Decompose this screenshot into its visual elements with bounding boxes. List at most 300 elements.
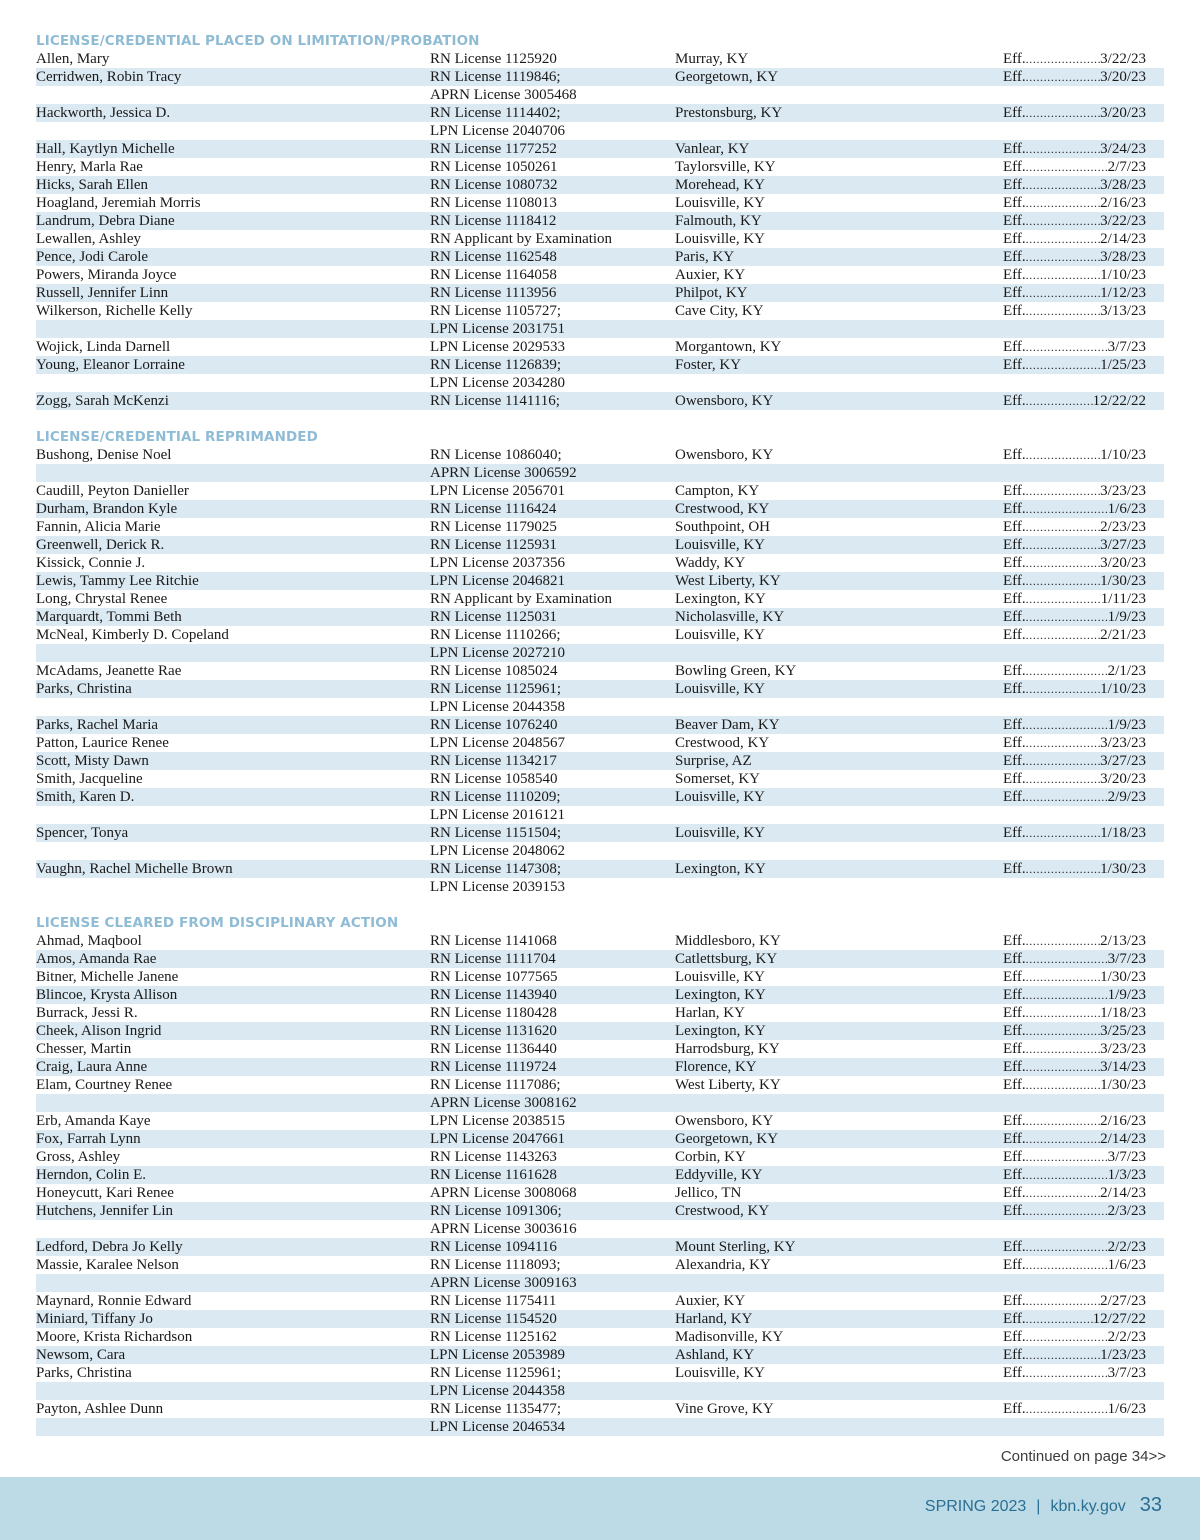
effective-date-cell: [1003, 770, 1146, 788]
effective-date-cell: [1003, 1004, 1146, 1022]
effective-date-cell: [1003, 518, 1146, 536]
dot-leader: [1026, 1148, 1108, 1166]
dot-leader: [1026, 662, 1108, 680]
effective-date-cell: [1003, 572, 1146, 590]
effective-date-cell: [1003, 86, 1146, 104]
license-number: RN License 1164058: [430, 267, 557, 283]
effective-date-cell: [1003, 140, 1146, 158]
licensee-city: [675, 464, 1003, 482]
licensee-city: Eddyville, KY: [675, 1167, 763, 1183]
effective-date-cell: [1003, 788, 1146, 806]
table-row: [36, 950, 1164, 968]
dot-leader: [1026, 1004, 1101, 1022]
effective-label: Eff.: [1003, 1167, 1026, 1183]
effective-label: Eff.: [1003, 447, 1026, 463]
licensee-name: Hicks, Sarah Ellen: [36, 177, 149, 193]
table-row: [36, 1292, 1164, 1310]
effective-date-cell: [1003, 1184, 1146, 1202]
licensee-name: Caudill, Peyton Danieller: [36, 483, 189, 499]
effective-date: 2/14/23: [1100, 231, 1146, 247]
effective-label: Eff.: [1003, 1329, 1026, 1345]
licensee-city: Georgetown, KY: [675, 69, 779, 85]
licensee-name: [36, 842, 430, 860]
license-number: LPN License 2037356: [430, 555, 565, 571]
dot-leader: [1026, 500, 1108, 518]
dot-leader: [1026, 1130, 1101, 1148]
license-number: APRN License 3008162: [430, 1095, 577, 1111]
effective-label: Eff.: [1003, 825, 1026, 841]
effective-date-cell: [1003, 842, 1146, 860]
table-row: [36, 788, 1164, 806]
effective-date: 3/22/23: [1100, 213, 1146, 229]
license-number: RN License 1117086;: [430, 1077, 561, 1093]
table-row: [36, 644, 1164, 662]
table-row: [36, 500, 1164, 518]
license-number: APRN License 3008068: [430, 1185, 577, 1201]
section-title: LICENSE/CREDENTIAL REPRIMANDED: [36, 429, 318, 445]
dot-leader: [1026, 140, 1101, 158]
dot-leader: [1026, 1310, 1093, 1328]
license-number: RN License 1113956: [430, 285, 557, 301]
effective-label: Eff.: [1003, 267, 1026, 283]
section-title: LICENSE CLEARED FROM DISCIPLINARY ACTION: [36, 915, 399, 931]
licensee-city: [675, 122, 1003, 140]
effective-date: 3/14/23: [1100, 1059, 1146, 1075]
effective-label: Eff.: [1003, 573, 1026, 589]
license-number: RN License 1080732: [430, 177, 558, 193]
effective-date-cell: [1003, 122, 1146, 140]
licensee-name: Kissick, Connie J.: [36, 555, 146, 571]
licensee-name: Wojick, Linda Darnell: [36, 339, 171, 355]
effective-label: Eff.: [1003, 861, 1026, 877]
effective-label: Eff.: [1003, 609, 1026, 625]
continued-note: Continued on page 34>>: [1000, 1448, 1166, 1465]
effective-date-cell: [1003, 1148, 1146, 1166]
effective-date-cell: [1003, 194, 1146, 212]
effective-label: Eff.: [1003, 339, 1026, 355]
licensee-name: [36, 698, 430, 716]
effective-date-cell: [1003, 1058, 1146, 1076]
licensee-city: Somerset, KY: [675, 771, 760, 787]
licensee-name: Chesser, Martin: [36, 1041, 132, 1057]
licensee-name: Ledford, Debra Jo Kelly: [36, 1239, 183, 1255]
effective-date: 3/23/23: [1100, 483, 1146, 499]
license-number: LPN License 2047661: [430, 1131, 565, 1147]
section-spacer: [36, 410, 1164, 428]
licensee-city: [675, 1220, 1003, 1238]
effective-date: 2/2/23: [1107, 1239, 1146, 1255]
license-number: RN License 1125920: [430, 51, 557, 67]
table-row: [36, 1148, 1164, 1166]
effective-date: 1/6/23: [1107, 501, 1146, 517]
dot-leader: [1026, 680, 1101, 698]
dot-leader: [1026, 572, 1101, 590]
effective-date-cell: [1003, 284, 1146, 302]
licensee-name: Moore, Krista Richardson: [36, 1329, 193, 1345]
licensee-city: Louisville, KY: [675, 969, 765, 985]
license-number: RN License 1119846;: [430, 69, 561, 85]
licensee-city: Auxier, KY: [675, 1293, 746, 1309]
licensee-name: Bitner, Michelle Janene: [36, 969, 179, 985]
table-row: [36, 1094, 1164, 1112]
table-row: [36, 68, 1164, 86]
table-row: [36, 284, 1164, 302]
licensee-name: McAdams, Jeanette Rae: [36, 663, 182, 679]
licensee-name: [36, 1094, 430, 1112]
effective-date: 1/23/23: [1100, 1347, 1146, 1363]
licensee-name: Ahmad, Maqbool: [36, 933, 142, 949]
licensee-city: Mount Sterling, KY: [675, 1239, 796, 1255]
dot-leader: [1026, 1292, 1101, 1310]
licensee-name: Fannin, Alicia Marie: [36, 519, 161, 535]
licensee-name: Smith, Jacqueline: [36, 771, 143, 787]
table-row: [36, 770, 1164, 788]
effective-date: 3/7/23: [1107, 339, 1146, 355]
licensee-name: Fox, Farrah Lynn: [36, 1131, 141, 1147]
table-row: [36, 1238, 1164, 1256]
license-number: RN License 1179025: [430, 519, 557, 535]
licensee-name: Honeycutt, Kari Renee: [36, 1185, 174, 1201]
license-number: RN License 1141116;: [430, 393, 560, 409]
license-number: RN License 1175411: [430, 1293, 557, 1309]
footer-site-link[interactable]: kbn.ky.gov: [1050, 1498, 1126, 1515]
licensee-name: Henry, Marla Rae: [36, 159, 143, 175]
licensee-city: Murray, KY: [675, 51, 749, 67]
effective-date: 1/9/23: [1107, 717, 1146, 733]
table-row: [36, 1112, 1164, 1130]
table-row: [36, 374, 1164, 392]
effective-label: Eff.: [1003, 303, 1026, 319]
table-row: [36, 338, 1164, 356]
table-row: [36, 446, 1164, 464]
licensee-city: [675, 86, 1003, 104]
effective-date-cell: [1003, 392, 1146, 410]
licensee-name: [36, 464, 430, 482]
license-number: RN Applicant by Examination: [430, 231, 613, 247]
dot-leader: [1026, 770, 1101, 788]
table-row: [36, 968, 1164, 986]
license-number: RN License 1141068: [430, 933, 557, 949]
licensee-city: Middlesboro, KY: [675, 933, 781, 949]
dot-leader: [1026, 104, 1101, 122]
licensee-city: Falmouth, KY: [675, 213, 762, 229]
effective-label: Eff.: [1003, 1311, 1026, 1327]
effective-date-cell: [1003, 1238, 1146, 1256]
effective-label: Eff.: [1003, 663, 1026, 679]
effective-label: Eff.: [1003, 735, 1026, 751]
effective-date-cell: [1003, 1166, 1146, 1184]
dot-leader: [1026, 1238, 1108, 1256]
dot-leader: [1026, 626, 1101, 644]
effective-date: 3/22/23: [1100, 51, 1146, 67]
effective-date: 1/30/23: [1100, 861, 1146, 877]
effective-label: Eff.: [1003, 249, 1026, 265]
table-row: [36, 320, 1164, 338]
licensee-city: Paris, KY: [675, 249, 735, 265]
effective-label: Eff.: [1003, 771, 1026, 787]
licensee-name: [36, 320, 430, 338]
table-row: [36, 1382, 1164, 1400]
effective-date: 1/3/23: [1107, 1167, 1146, 1183]
licensee-name: Greenwell, Derick R.: [36, 537, 165, 553]
effective-label: Eff.: [1003, 1347, 1026, 1363]
effective-label: Eff.: [1003, 717, 1026, 733]
effective-label: Eff.: [1003, 69, 1026, 85]
effective-label: Eff.: [1003, 1293, 1026, 1309]
effective-date-cell: [1003, 320, 1146, 338]
effective-label: Eff.: [1003, 951, 1026, 967]
effective-label: Eff.: [1003, 753, 1026, 769]
license-number: RN License 1177252: [430, 141, 557, 157]
table-row: [36, 104, 1164, 122]
licensee-city: [675, 878, 1003, 896]
licensee-name: Patton, Laurice Renee: [36, 735, 169, 751]
effective-date: 3/20/23: [1100, 105, 1146, 121]
table-row: [36, 86, 1164, 104]
license-number: RN License 1108013: [430, 195, 557, 211]
licensee-city: Harland, KY: [675, 1311, 753, 1327]
table-row: [36, 1220, 1164, 1238]
effective-date-cell: [1003, 302, 1146, 320]
license-number: RN License 1131620: [430, 1023, 557, 1039]
license-number: LPN License 2038515: [430, 1113, 565, 1129]
licensee-name: Parks, Christina: [36, 1365, 132, 1381]
licensee-city: Louisville, KY: [675, 537, 765, 553]
licensee-name: Lewis, Tammy Lee Ritchie: [36, 573, 199, 589]
licensee-name: Pence, Jodi Carole: [36, 249, 149, 265]
licensee-name: Massie, Karalee Nelson: [36, 1257, 179, 1273]
dot-leader: [1026, 1202, 1108, 1220]
licensee-name: Smith, Karen D.: [36, 789, 135, 805]
licensee-city: Corbin, KY: [675, 1149, 746, 1165]
effective-date: 1/6/23: [1107, 1401, 1146, 1417]
license-number: RN License 1161628: [430, 1167, 557, 1183]
licensee-name: Hall, Kaytlyn Michelle: [36, 141, 175, 157]
license-number: RN License 1125031: [430, 609, 557, 625]
licensee-city: West Liberty, KY: [675, 573, 781, 589]
dot-leader: [1026, 932, 1101, 950]
licensee-city: [675, 1418, 1003, 1436]
table-row: [36, 212, 1164, 230]
effective-date: 1/18/23: [1100, 1005, 1146, 1021]
effective-date-cell: [1003, 230, 1146, 248]
effective-date: 1/30/23: [1100, 1077, 1146, 1093]
effective-label: Eff.: [1003, 1365, 1026, 1381]
license-number: RN License 1050261: [430, 159, 558, 175]
licensee-city: Morehead, KY: [675, 177, 765, 193]
effective-label: Eff.: [1003, 357, 1026, 373]
effective-date-cell: [1003, 644, 1146, 662]
effective-date: 2/21/23: [1100, 627, 1146, 643]
license-number: RN License 1110209;: [430, 789, 561, 805]
effective-date-cell: [1003, 824, 1146, 842]
table-row: [36, 1400, 1164, 1418]
table-row: [36, 752, 1164, 770]
license-number: RN License 1143940: [430, 987, 557, 1003]
effective-date: 3/7/23: [1107, 951, 1146, 967]
effective-date: 3/28/23: [1100, 177, 1146, 193]
dot-leader: [1026, 824, 1101, 842]
licensee-city: Lexington, KY: [675, 1023, 766, 1039]
licensee-city: [675, 1274, 1003, 1292]
dot-leader: [1026, 194, 1101, 212]
licensee-city: Louisville, KY: [675, 627, 765, 643]
effective-date: 1/30/23: [1100, 969, 1146, 985]
license-number: LPN License 2040706: [430, 123, 565, 139]
effective-date-cell: [1003, 806, 1146, 824]
effective-date: 3/7/23: [1107, 1365, 1146, 1381]
effective-date-cell: [1003, 446, 1146, 464]
license-number: APRN License 3003616: [430, 1221, 577, 1237]
effective-date: 3/28/23: [1100, 249, 1146, 265]
table-row: [36, 482, 1164, 500]
licensee-city: Campton, KY: [675, 483, 760, 499]
effective-date-cell: [1003, 1418, 1146, 1436]
effective-date: 3/25/23: [1100, 1023, 1146, 1039]
licensee-name: Young, Eleanor Lorraine: [36, 357, 185, 373]
table-row: [36, 158, 1164, 176]
effective-date-cell: [1003, 680, 1146, 698]
dot-leader: [1026, 1400, 1108, 1418]
table-row: [36, 1202, 1164, 1220]
licensee-city: Owensboro, KY: [675, 1113, 774, 1129]
effective-date-cell: [1003, 1130, 1146, 1148]
dot-leader: [1026, 518, 1101, 536]
licensee-name: Burrack, Jessi R.: [36, 1005, 138, 1021]
table-row: [36, 176, 1164, 194]
licensee-city: Ashland, KY: [675, 1347, 755, 1363]
effective-date: 12/22/22: [1092, 393, 1146, 409]
licensee-city: West Liberty, KY: [675, 1077, 781, 1093]
table-row: [36, 1058, 1164, 1076]
license-number: RN License 1147308;: [430, 861, 562, 877]
licensee-city: Southpoint, OH: [675, 519, 771, 535]
effective-date-cell: [1003, 590, 1146, 608]
effective-date-cell: [1003, 1328, 1146, 1346]
table-row: [36, 1076, 1164, 1094]
licensee-city: Prestonsburg, KY: [675, 105, 783, 121]
licensee-name: [36, 86, 430, 104]
licensee-city: Bowling Green, KY: [675, 663, 797, 679]
table-row: [36, 842, 1164, 860]
license-number: RN License 1162548: [430, 249, 557, 265]
table-row: [36, 572, 1164, 590]
page-number: 33: [1139, 1494, 1162, 1516]
license-number: RN License 1085024: [430, 663, 558, 679]
effective-date-cell: [1003, 554, 1146, 572]
licensee-city: [675, 374, 1003, 392]
table-row: [36, 392, 1164, 410]
licensee-name: [36, 1274, 430, 1292]
table-row: [36, 860, 1164, 878]
licensee-name: Hackworth, Jessica D.: [36, 105, 171, 121]
effective-date-cell: [1003, 1202, 1146, 1220]
effective-date: 1/25/23: [1100, 357, 1146, 373]
effective-date: 2/16/23: [1100, 1113, 1146, 1129]
table-row: [36, 1310, 1164, 1328]
license-number: LPN License 2027210: [430, 645, 565, 661]
licensee-name: [36, 1220, 430, 1238]
table-row: [36, 878, 1164, 896]
license-number: RN License 1118412: [430, 213, 557, 229]
footer-issue: SPRING 2023: [924, 1498, 1027, 1515]
effective-label: Eff.: [1003, 141, 1026, 157]
effective-label: Eff.: [1003, 1041, 1026, 1057]
licensee-city: Louisville, KY: [675, 789, 765, 805]
license-number: LPN License 2056701: [430, 483, 565, 499]
table-row: [36, 1184, 1164, 1202]
effective-label: Eff.: [1003, 1059, 1026, 1075]
effective-label: Eff.: [1003, 1185, 1026, 1201]
license-number: RN License 1126839;: [430, 357, 562, 373]
licensee-name: Landrum, Debra Diane: [36, 213, 175, 229]
licensee-name: Erb, Amanda Kaye: [36, 1113, 151, 1129]
licensee-city: Cave City, KY: [675, 303, 764, 319]
effective-label: Eff.: [1003, 231, 1026, 247]
effective-date: 1/12/23: [1100, 285, 1146, 301]
dot-leader: [1026, 158, 1108, 176]
table-row: [36, 824, 1164, 842]
dot-leader: [1026, 860, 1101, 878]
effective-date-cell: [1003, 1112, 1146, 1130]
dot-leader: [1026, 302, 1101, 320]
effective-date-cell: [1003, 986, 1146, 1004]
dot-leader: [1026, 212, 1101, 230]
effective-label: Eff.: [1003, 1239, 1026, 1255]
dot-leader: [1026, 968, 1101, 986]
table-row: [36, 1418, 1164, 1436]
effective-date-cell: [1003, 716, 1146, 734]
effective-date-cell: [1003, 356, 1146, 374]
dot-leader: [1026, 1328, 1108, 1346]
licensee-city: Georgetown, KY: [675, 1131, 779, 1147]
effective-date-cell: [1003, 212, 1146, 230]
effective-date: 1/10/23: [1100, 681, 1146, 697]
table-row: [36, 986, 1164, 1004]
effective-label: Eff.: [1003, 789, 1026, 805]
table-row: [36, 248, 1164, 266]
effective-label: Eff.: [1003, 285, 1026, 301]
dot-leader: [1026, 986, 1108, 1004]
effective-date-cell: [1003, 176, 1146, 194]
footer-text: [925, 1494, 1162, 1517]
dot-leader: [1026, 752, 1101, 770]
table-row: [36, 1346, 1164, 1364]
table-row: [36, 1004, 1164, 1022]
effective-date: 2/2/23: [1107, 1329, 1146, 1345]
dot-leader: [1026, 266, 1101, 284]
effective-date-cell: [1003, 1094, 1146, 1112]
effective-date: 2/1/23: [1107, 663, 1146, 679]
license-number: RN License 1110266;: [430, 627, 561, 643]
licensee-city: Crestwood, KY: [675, 735, 770, 751]
effective-date: 1/9/23: [1107, 987, 1146, 1003]
licensee-name: Wilkerson, Richelle Kelly: [36, 303, 193, 319]
effective-date: 2/16/23: [1100, 195, 1146, 211]
page-footer: [0, 1477, 1200, 1540]
effective-label: Eff.: [1003, 1149, 1026, 1165]
licensee-name: Cerridwen, Robin Tracy: [36, 69, 182, 85]
dot-leader: [1026, 1058, 1101, 1076]
licensee-city: Waddy, KY: [675, 555, 746, 571]
licensee-name: Marquardt, Tommi Beth: [36, 609, 182, 625]
dot-leader: [1026, 1364, 1108, 1382]
table-row: [36, 1328, 1164, 1346]
table-row: [36, 122, 1164, 140]
licensee-name: Parks, Christina: [36, 681, 132, 697]
dot-leader: [1026, 1256, 1108, 1274]
license-number: LPN License 2031751: [430, 321, 565, 337]
